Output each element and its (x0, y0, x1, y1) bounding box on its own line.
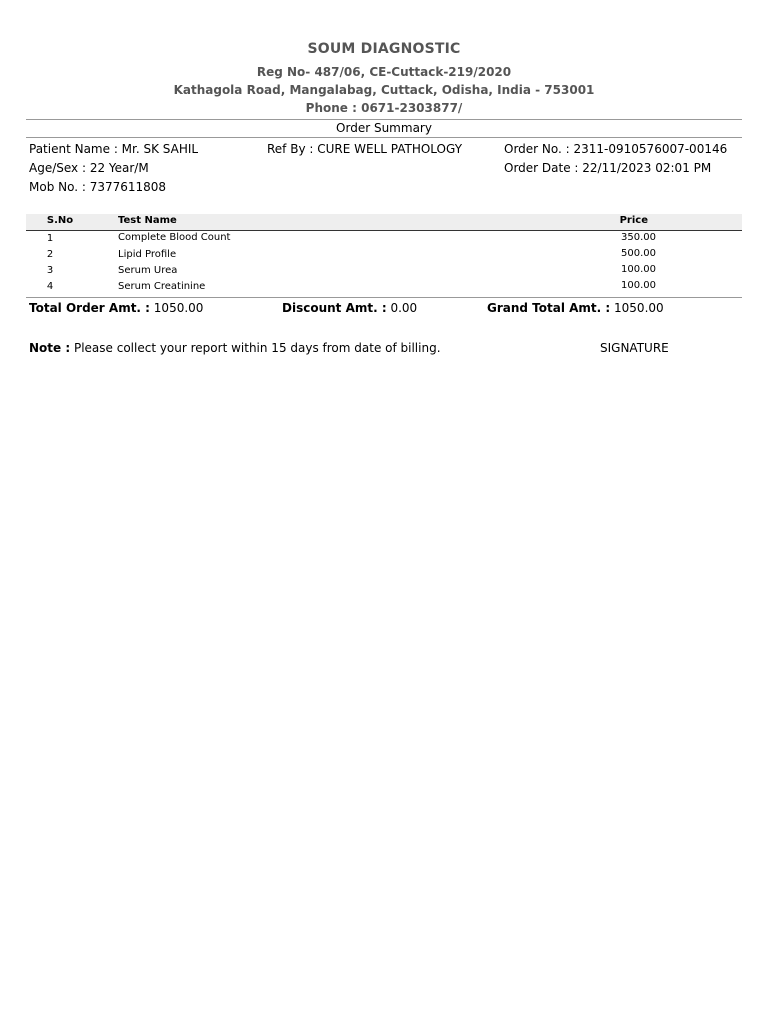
cell-test-name: Lipid Profile (118, 249, 177, 260)
lab-name: SOUM DIAGNOSTIC (307, 41, 461, 57)
total-order-amount (29, 301, 203, 315)
patient-age-sex: Age/Sex : 22 Year/M (29, 161, 149, 175)
referred-by: Ref By : CURE WELL PATHOLOGY (267, 142, 463, 156)
order-date: Order Date : 22/11/2023 02:01 PM (504, 161, 712, 175)
lab-address: Kathagola Road, Mangalabag, Cuttack, Odisha, India - 753001 (173, 83, 595, 97)
total-order-value: 1050.00 (153, 301, 204, 315)
cell-price: 100.00 (621, 264, 656, 275)
discount-value: 0.00 (390, 301, 418, 315)
lab-phone: Phone : 0671-2303877/ (305, 101, 463, 115)
grand-total-value: 1050.00 (614, 301, 664, 315)
discount-label: Discount Amt. : (282, 301, 387, 315)
column-header-sno: S.No (46, 215, 74, 226)
registration-number: Reg No- 487/06, CE-Cuttack-219/2020 (256, 65, 512, 79)
total-order-label: Total Order Amt. : (29, 301, 150, 315)
order-number: Order No. : 2311-0910576007-00146 (504, 142, 728, 156)
cell-sno: 1 (46, 233, 54, 244)
cell-price: 100.00 (621, 280, 656, 291)
divider-table-bottom (26, 297, 742, 298)
cell-price: 350.00 (621, 232, 656, 243)
grand-total-label: Grand Total Amt. : (487, 301, 611, 315)
divider-top (26, 119, 742, 120)
cell-test-name: Serum Creatinine (118, 281, 206, 292)
divider-table-header (26, 230, 742, 231)
divider-title (26, 137, 742, 138)
patient-mobile: Mob No. : 7377611808 (29, 180, 167, 194)
note-text: Please collect your report within 15 days from date of billing. (73, 341, 441, 355)
patient-name: Patient Name : Mr. SK SAHIL (29, 142, 199, 156)
cell-sno: 2 (46, 249, 54, 260)
document-title: Order Summary (336, 121, 432, 135)
grand-total-amount (487, 301, 664, 315)
billing-note (29, 341, 441, 355)
cell-test-name: Serum Urea (118, 265, 178, 276)
cell-test-name: Complete Blood Count (118, 232, 231, 243)
note-label: Note : (29, 341, 71, 355)
column-header-price: Price (619, 215, 648, 226)
discount-amount (282, 301, 417, 315)
cell-sno: 3 (46, 265, 54, 276)
signature-label: SIGNATURE (600, 341, 669, 355)
column-header-test-name: Test Name (118, 215, 177, 226)
cell-price: 500.00 (621, 248, 656, 259)
cell-sno: 4 (46, 281, 54, 292)
